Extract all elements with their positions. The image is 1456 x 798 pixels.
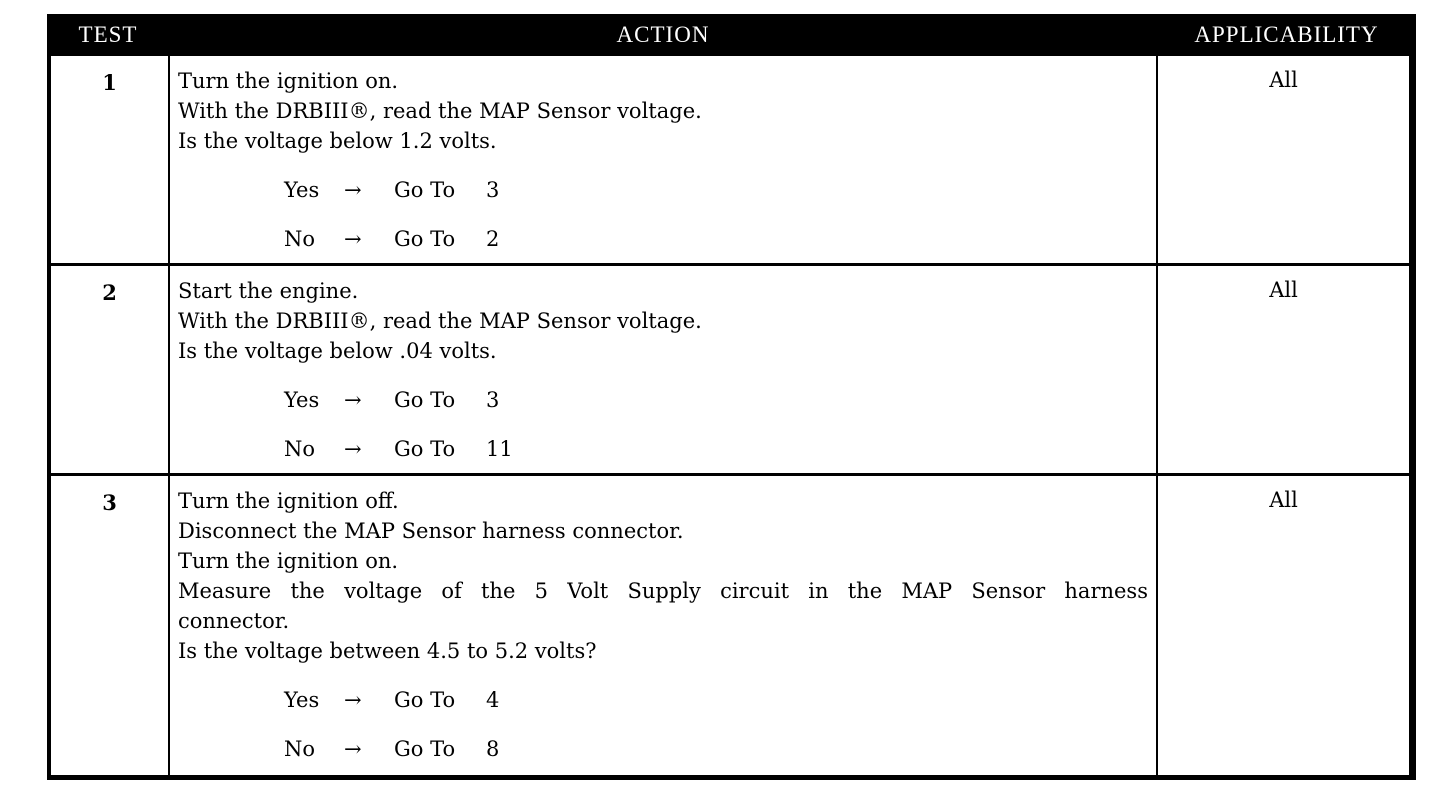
diagnostic-table (47, 14, 1416, 780)
action-line: Turn the ignition off. (178, 489, 399, 513)
goto-target: 3 (486, 178, 500, 202)
goto-target: 11 (486, 437, 513, 461)
action-line: Is the voltage below 1.2 volts. (178, 129, 497, 153)
yes-branch: Yes → Go To 4 (284, 685, 1148, 715)
table-header (47, 14, 1416, 56)
action-line: Start the engine. (178, 279, 359, 303)
applicability-value: All (1269, 68, 1298, 92)
no-branch: No → Go To 11 (284, 434, 1148, 464)
test-number-cell (51, 266, 168, 473)
goto-target: 8 (486, 737, 500, 761)
arrow-right-icon: → (344, 388, 362, 412)
action-line: Disconnect the MAP Sensor harness connector. (178, 519, 684, 543)
action-line: Is the voltage below .04 volts. (178, 339, 497, 363)
action-cell (170, 56, 1156, 263)
arrow-right-icon: → (344, 437, 362, 461)
goto-target: 2 (486, 227, 500, 251)
applicability-cell (1158, 266, 1409, 473)
action-line: connector. (178, 609, 290, 633)
action-line: With the DRBIII®, read the MAP Sensor voltage. (178, 309, 702, 333)
action-line: Measure the voltage of the 5 Volt Supply circuit in the MAP Sensor harness (178, 579, 1148, 603)
goto-target: 3 (486, 388, 500, 412)
yes-branch: Yes → Go To 3 (284, 175, 1148, 205)
applicability-value: All (1269, 488, 1298, 512)
action-cell (170, 476, 1156, 775)
action-line: Turn the ignition on. (178, 69, 399, 93)
applicability-cell (1158, 56, 1409, 263)
arrow-right-icon: → (344, 227, 362, 251)
action-cell (170, 266, 1156, 473)
applicability-cell (1158, 476, 1409, 775)
action-line: Is the voltage between 4.5 to 5.2 volts? (178, 639, 597, 663)
no-branch: No → Go To 2 (284, 224, 1148, 254)
test-number: 2 (102, 280, 117, 305)
no-branch: No → Go To 8 (284, 734, 1148, 764)
arrow-right-icon: → (344, 178, 362, 202)
test-number-cell (51, 476, 168, 775)
header-test: TEST (78, 22, 138, 47)
yes-branch: Yes → Go To 3 (284, 385, 1148, 415)
header-action: ACTION (616, 22, 710, 47)
action-line: With the DRBIII®, read the MAP Sensor voltage. (178, 99, 702, 123)
action-line: Turn the ignition on. (178, 549, 399, 573)
test-number: 1 (102, 70, 117, 95)
test-number: 3 (102, 490, 117, 515)
arrow-right-icon: → (344, 737, 362, 761)
arrow-right-icon: → (344, 688, 362, 712)
test-number-cell (51, 56, 168, 263)
goto-target: 4 (486, 688, 500, 712)
applicability-value: All (1269, 278, 1298, 302)
header-applicability: APPLICABILITY (1194, 22, 1379, 47)
